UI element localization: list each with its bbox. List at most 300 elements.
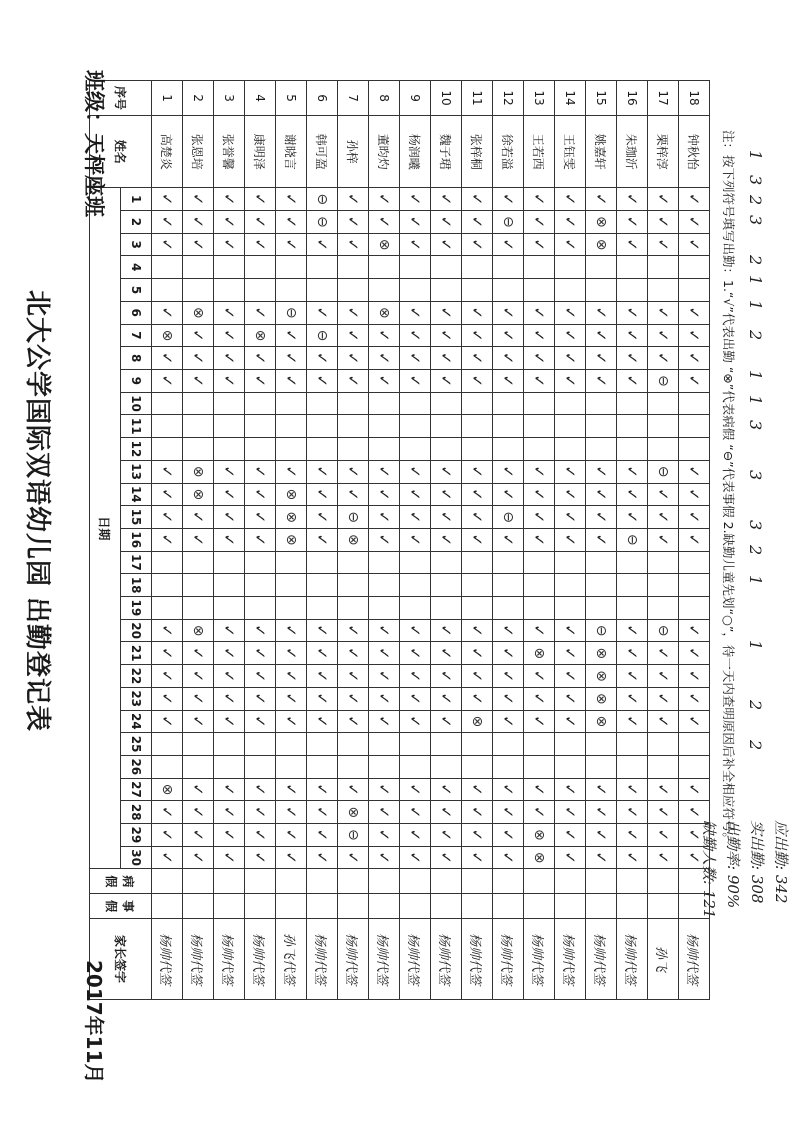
day-header: 12 <box>121 438 152 461</box>
day-header: 23 <box>121 687 152 710</box>
attendance-mark <box>679 597 710 620</box>
name-header: 姓名 <box>90 116 152 188</box>
attendance-mark: ✓ <box>493 778 524 801</box>
attendance-mark: ✓ <box>431 778 462 801</box>
attendance-mark <box>152 438 183 461</box>
attendance-mark <box>555 733 586 756</box>
attendance-mark <box>214 551 245 574</box>
attendance-mark: ✓ <box>648 188 679 211</box>
attendance-mark <box>369 755 400 778</box>
parent-signature: 杨帅代签 <box>183 919 214 1000</box>
attendance-mark: ✓ <box>245 233 276 256</box>
attendance-mark: ✓ <box>369 778 400 801</box>
sick-leave-cell <box>276 869 307 894</box>
attendance-mark: ✓ <box>555 710 586 733</box>
attendance-mark <box>648 755 679 778</box>
attendance-mark: ⊗ <box>462 710 493 733</box>
attendance-mark: ✓ <box>400 369 431 392</box>
attendance-rate-note: 出勤率: 90% <box>724 820 742 909</box>
attendance-mark: ✓ <box>369 369 400 392</box>
sick-leave-cell <box>183 869 214 894</box>
attendance-mark: ✓ <box>586 778 617 801</box>
attendance-mark <box>338 551 369 574</box>
attendance-mark: ✓ <box>524 324 555 347</box>
attendance-mark: ✓ <box>152 460 183 483</box>
attendance-mark: ✓ <box>555 824 586 847</box>
attendance-mark <box>183 415 214 438</box>
attendance-mark <box>369 279 400 302</box>
day-header: 8 <box>121 347 152 370</box>
attendance-mark: ✓ <box>555 528 586 551</box>
attendance-mark: ✓ <box>276 642 307 665</box>
attendance-mark <box>617 597 648 620</box>
attendance-mark: ✓ <box>648 642 679 665</box>
attendance-mark <box>276 574 307 597</box>
attendance-mark <box>183 733 214 756</box>
attendance-mark <box>214 256 245 279</box>
attendance-mark: ⊖ <box>338 824 369 847</box>
parent-signature: 杨帅代签 <box>214 919 245 1000</box>
student-name: 康明泽 <box>245 116 276 188</box>
attendance-mark <box>245 392 276 415</box>
attendance-mark <box>493 551 524 574</box>
attendance-mark <box>586 597 617 620</box>
attendance-mark: ✓ <box>462 188 493 211</box>
attendance-mark: ✓ <box>462 801 493 824</box>
attendance-mark: ✓ <box>400 710 431 733</box>
attendance-mark: ✓ <box>586 301 617 324</box>
attendance-mark: ✓ <box>617 619 648 642</box>
attendance-mark <box>183 551 214 574</box>
attendance-mark: ✓ <box>338 665 369 688</box>
student-name: 董昀灼 <box>369 116 400 188</box>
attendance-mark: ✓ <box>338 642 369 665</box>
tally-mark: 2 <box>746 255 765 266</box>
tally-mark: 2 <box>746 545 765 556</box>
attendance-mark <box>369 574 400 597</box>
day-header: 7 <box>121 324 152 347</box>
attendance-mark: ✓ <box>307 369 338 392</box>
attendance-mark <box>245 574 276 597</box>
attendance-mark: ✓ <box>493 846 524 869</box>
day-header: 11 <box>121 415 152 438</box>
day-header: 21 <box>121 642 152 665</box>
attendance-mark: ✓ <box>648 710 679 733</box>
personal-leave-cell <box>307 894 338 919</box>
attendance-mark: ✓ <box>555 188 586 211</box>
tally-mark: 1 <box>746 300 765 311</box>
attendance-mark <box>183 392 214 415</box>
attendance-mark: ✓ <box>462 347 493 370</box>
attendance-mark <box>431 438 462 461</box>
attendance-mark: ✓ <box>617 483 648 506</box>
attendance-mark: ✓ <box>183 528 214 551</box>
attendance-mark <box>586 551 617 574</box>
attendance-mark <box>152 415 183 438</box>
attendance-mark <box>369 256 400 279</box>
attendance-mark: ⊗ <box>586 233 617 256</box>
attendance-mark: ✓ <box>400 642 431 665</box>
table-row <box>183 81 214 1000</box>
attendance-mark: ✓ <box>431 211 462 234</box>
attendance-mark: ✓ <box>648 801 679 824</box>
attendance-mark: ✓ <box>338 846 369 869</box>
attendance-mark: ⊗ <box>152 324 183 347</box>
attendance-mark <box>214 415 245 438</box>
attendance-mark: ✓ <box>462 687 493 710</box>
attendance-mark <box>245 755 276 778</box>
attendance-mark: ✓ <box>679 347 710 370</box>
row-number: 2 <box>183 81 214 116</box>
attendance-mark: ✓ <box>648 528 679 551</box>
attendance-mark: ✓ <box>462 324 493 347</box>
attendance-mark <box>214 438 245 461</box>
attendance-mark: ✓ <box>555 460 586 483</box>
absent-total-note: 缺勤人数: 121 <box>700 820 718 919</box>
attendance-mark: ✓ <box>679 846 710 869</box>
attendance-mark: ✓ <box>586 528 617 551</box>
day-header: 24 <box>121 710 152 733</box>
attendance-mark <box>338 438 369 461</box>
attendance-mark: ✓ <box>183 665 214 688</box>
attendance-mark: ✓ <box>338 619 369 642</box>
attendance-mark <box>307 392 338 415</box>
legend-note: 注：按下列符号填写出勤：1.“√”代表出勤 “⊗”代表病假 “⊖”代表事假 2.缺勤儿童先划“○”，待一天内查明原因后补全相应符号。 <box>721 130 736 845</box>
tally-mark: 1 <box>746 150 765 161</box>
sick-leave-cell <box>586 869 617 894</box>
attendance-mark: ✓ <box>152 211 183 234</box>
attendance-mark: ✓ <box>276 211 307 234</box>
attendance-mark: ✓ <box>400 211 431 234</box>
attendance-mark: ✓ <box>245 846 276 869</box>
tally-mark: 1 <box>746 395 765 406</box>
attendance-mark: ✓ <box>431 846 462 869</box>
attendance-mark: ✓ <box>338 301 369 324</box>
parent-signature: 杨帅代签 <box>617 919 648 1000</box>
personal-leave-cell <box>493 894 524 919</box>
attendance-mark <box>400 415 431 438</box>
attendance-mark: ⊖ <box>648 619 679 642</box>
attendance-mark <box>400 574 431 597</box>
attendance-mark: ✓ <box>214 233 245 256</box>
attendance-mark: ✓ <box>214 687 245 710</box>
attendance-mark <box>431 574 462 597</box>
attendance-mark: ✓ <box>617 687 648 710</box>
attendance-mark <box>462 733 493 756</box>
attendance-mark: ✓ <box>369 824 400 847</box>
tally-mark: 2 <box>746 740 765 751</box>
attendance-mark <box>369 597 400 620</box>
attendance-mark: ✓ <box>648 506 679 529</box>
attendance-mark <box>586 574 617 597</box>
attendance-mark: ✓ <box>369 619 400 642</box>
personal-leave-cell <box>679 894 710 919</box>
attendance-mark: ✓ <box>524 233 555 256</box>
attendance-mark: ✓ <box>617 801 648 824</box>
attendance-mark: ✓ <box>431 188 462 211</box>
attendance-mark: ✓ <box>245 188 276 211</box>
attendance-mark: ✓ <box>214 846 245 869</box>
attendance-mark: ✓ <box>617 324 648 347</box>
attendance-mark: ✓ <box>679 369 710 392</box>
attendance-mark: ✓ <box>276 824 307 847</box>
attendance-mark: ✓ <box>245 483 276 506</box>
attendance-mark: ✓ <box>369 483 400 506</box>
parent-signature: 杨帅代签 <box>462 919 493 1000</box>
attendance-mark <box>648 279 679 302</box>
attendance-mark <box>369 438 400 461</box>
attendance-mark: ✓ <box>245 211 276 234</box>
attendance-mark: ✓ <box>617 846 648 869</box>
attendance-mark: ✓ <box>462 824 493 847</box>
table-row <box>617 81 648 1000</box>
attendance-mark <box>400 438 431 461</box>
parent-signature: 杨帅代签 <box>493 919 524 1000</box>
attendance-mark: ✓ <box>586 369 617 392</box>
attendance-mark: ✓ <box>369 665 400 688</box>
attendance-mark <box>307 755 338 778</box>
attendance-mark: ✓ <box>152 619 183 642</box>
attendance-mark <box>400 279 431 302</box>
attendance-mark: ✓ <box>369 528 400 551</box>
row-number: 5 <box>276 81 307 116</box>
attendance-mark <box>245 551 276 574</box>
attendance-mark <box>493 597 524 620</box>
attendance-mark: ✓ <box>462 642 493 665</box>
attendance-mark <box>524 415 555 438</box>
attendance-mark: ✓ <box>245 687 276 710</box>
attendance-mark: ✓ <box>586 460 617 483</box>
attendance-mark: ✓ <box>183 642 214 665</box>
attendance-mark: ⊖ <box>493 211 524 234</box>
attendance-mark: ✓ <box>493 233 524 256</box>
attendance-mark: ✓ <box>431 528 462 551</box>
attendance-mark <box>152 256 183 279</box>
parent-signature: 杨帅代签 <box>307 919 338 1000</box>
attendance-mark: ✓ <box>555 301 586 324</box>
personal-leave-cell <box>214 894 245 919</box>
attendance-mark: ✓ <box>679 211 710 234</box>
attendance-mark: ✓ <box>462 665 493 688</box>
attendance-mark <box>431 256 462 279</box>
attendance-mark: ✓ <box>648 483 679 506</box>
attendance-mark: ✓ <box>152 710 183 733</box>
attendance-mark: ✓ <box>431 619 462 642</box>
attendance-mark: ✓ <box>524 687 555 710</box>
row-number: 11 <box>462 81 493 116</box>
attendance-mark: ✓ <box>617 188 648 211</box>
attendance-mark: ⊗ <box>524 846 555 869</box>
parent-signature: 杨帅代签 <box>555 919 586 1000</box>
attendance-mark: ✓ <box>214 824 245 847</box>
attendance-mark: ✓ <box>524 369 555 392</box>
attendance-mark: ✓ <box>214 619 245 642</box>
sick-leave-cell <box>617 869 648 894</box>
attendance-mark: ✓ <box>183 710 214 733</box>
personal-leave-cell <box>245 894 276 919</box>
attendance-mark: ✓ <box>307 801 338 824</box>
attendance-mark <box>431 755 462 778</box>
student-name: 高楚炎 <box>152 116 183 188</box>
attendance-mark <box>338 755 369 778</box>
attendance-mark <box>276 597 307 620</box>
attendance-mark: ✓ <box>493 369 524 392</box>
attendance-mark <box>555 438 586 461</box>
attendance-table <box>89 80 710 1000</box>
attendance-mark <box>245 597 276 620</box>
parent-signature: 杨帅代签 <box>152 919 183 1000</box>
attendance-mark <box>617 551 648 574</box>
row-number: 3 <box>214 81 245 116</box>
day-header: 18 <box>121 574 152 597</box>
attendance-mark <box>493 256 524 279</box>
attendance-mark: ✓ <box>276 801 307 824</box>
sick-leave-header: 病假 <box>90 869 152 894</box>
attendance-mark: ✓ <box>152 188 183 211</box>
attendance-mark: ✓ <box>400 824 431 847</box>
attendance-mark: ✓ <box>307 687 338 710</box>
attendance-mark <box>214 279 245 302</box>
attendance-mark: ✓ <box>400 778 431 801</box>
attendance-mark: ✓ <box>245 528 276 551</box>
attendance-mark <box>493 279 524 302</box>
attendance-mark <box>245 279 276 302</box>
attendance-mark: ✓ <box>400 801 431 824</box>
attendance-mark <box>214 733 245 756</box>
attendance-mark <box>493 438 524 461</box>
attendance-mark <box>617 279 648 302</box>
attendance-mark: ✓ <box>245 710 276 733</box>
attendance-mark: ⊗ <box>586 642 617 665</box>
attendance-mark <box>214 574 245 597</box>
attendance-mark: ✓ <box>679 619 710 642</box>
attendance-mark: ✓ <box>183 233 214 256</box>
attendance-mark: ✓ <box>648 347 679 370</box>
attendance-mark: ✓ <box>431 347 462 370</box>
attendance-mark: ✓ <box>276 324 307 347</box>
row-number: 8 <box>369 81 400 116</box>
attendance-mark: ✓ <box>493 665 524 688</box>
attendance-mark: ✓ <box>555 483 586 506</box>
attendance-mark <box>462 279 493 302</box>
attendance-mark: ✓ <box>214 506 245 529</box>
attendance-mark: ✓ <box>679 687 710 710</box>
attendance-mark: ✓ <box>369 687 400 710</box>
attendance-mark: ✓ <box>152 483 183 506</box>
attendance-mark: ✓ <box>555 619 586 642</box>
attendance-mark: ✓ <box>338 710 369 733</box>
attendance-mark: ⊗ <box>586 687 617 710</box>
table-row <box>493 81 524 1000</box>
attendance-mark: ✓ <box>214 460 245 483</box>
attendance-mark: ✓ <box>524 665 555 688</box>
attendance-mark: ✓ <box>524 801 555 824</box>
attendance-mark: ⊖ <box>648 460 679 483</box>
row-number: 15 <box>586 81 617 116</box>
date-group-header: 日期 <box>90 188 121 869</box>
attendance-mark: ⊗ <box>183 460 214 483</box>
attendance-mark: ✓ <box>493 619 524 642</box>
attendance-mark: ✓ <box>431 483 462 506</box>
attendance-mark: ✓ <box>400 347 431 370</box>
attendance-mark <box>524 438 555 461</box>
attendance-mark: ✓ <box>493 528 524 551</box>
personal-leave-cell <box>338 894 369 919</box>
attendance-mark: ✓ <box>617 233 648 256</box>
attendance-mark: ✓ <box>400 233 431 256</box>
attendance-mark <box>400 597 431 620</box>
attendance-mark: ✓ <box>586 483 617 506</box>
attendance-mark <box>555 392 586 415</box>
attendance-mark: ✓ <box>183 347 214 370</box>
attendance-mark: ✓ <box>400 665 431 688</box>
attendance-mark <box>462 551 493 574</box>
attendance-mark <box>214 755 245 778</box>
attendance-mark <box>679 733 710 756</box>
attendance-mark: ✓ <box>431 665 462 688</box>
attendance-mark: ✓ <box>214 347 245 370</box>
header-row-date-label <box>90 81 121 1000</box>
attendance-mark: ✓ <box>462 233 493 256</box>
attendance-mark: ✓ <box>307 824 338 847</box>
tally-mark: 1 <box>746 575 765 586</box>
tally-mark: 1 <box>746 640 765 651</box>
attendance-mark <box>152 279 183 302</box>
attendance-mark: ✓ <box>152 846 183 869</box>
attendance-mark <box>679 415 710 438</box>
student-name: 魏子珺 <box>431 116 462 188</box>
attendance-mark <box>431 551 462 574</box>
personal-leave-cell <box>462 894 493 919</box>
attendance-mark <box>369 415 400 438</box>
attendance-mark: ✓ <box>400 619 431 642</box>
attendance-mark: ✓ <box>307 619 338 642</box>
attendance-mark <box>679 438 710 461</box>
student-name: 韩可盈 <box>307 116 338 188</box>
personal-leave-cell <box>369 894 400 919</box>
parent-signature: 杨帅代签 <box>245 919 276 1000</box>
attendance-mark: ✓ <box>493 687 524 710</box>
attendance-mark <box>152 597 183 620</box>
day-header: 4 <box>121 256 152 279</box>
attendance-mark <box>648 438 679 461</box>
attendance-mark: ✓ <box>462 211 493 234</box>
day-header: 20 <box>121 619 152 642</box>
attendance-mark: ✓ <box>679 233 710 256</box>
attendance-mark: ✓ <box>400 846 431 869</box>
class-label: 班级：天枰座班 <box>82 70 106 217</box>
attendance-mark <box>152 551 183 574</box>
attendance-mark: ✓ <box>214 665 245 688</box>
day-header: 3 <box>121 233 152 256</box>
parent-signature: 杨帅代签 <box>679 919 710 1000</box>
attendance-mark: ✓ <box>648 665 679 688</box>
attendance-mark: ✓ <box>245 347 276 370</box>
attendance-mark: ✓ <box>493 483 524 506</box>
attendance-mark: ✓ <box>152 824 183 847</box>
attendance-mark: ✓ <box>431 369 462 392</box>
attendance-mark <box>152 574 183 597</box>
attendance-mark: ⊗ <box>245 324 276 347</box>
day-header: 10 <box>121 392 152 415</box>
attendance-mark: ✓ <box>555 801 586 824</box>
attendance-mark: ✓ <box>493 347 524 370</box>
attendance-mark: ✓ <box>679 801 710 824</box>
attendance-mark <box>183 438 214 461</box>
attendance-mark <box>648 256 679 279</box>
table-row <box>586 81 617 1000</box>
attendance-mark: ✓ <box>245 778 276 801</box>
